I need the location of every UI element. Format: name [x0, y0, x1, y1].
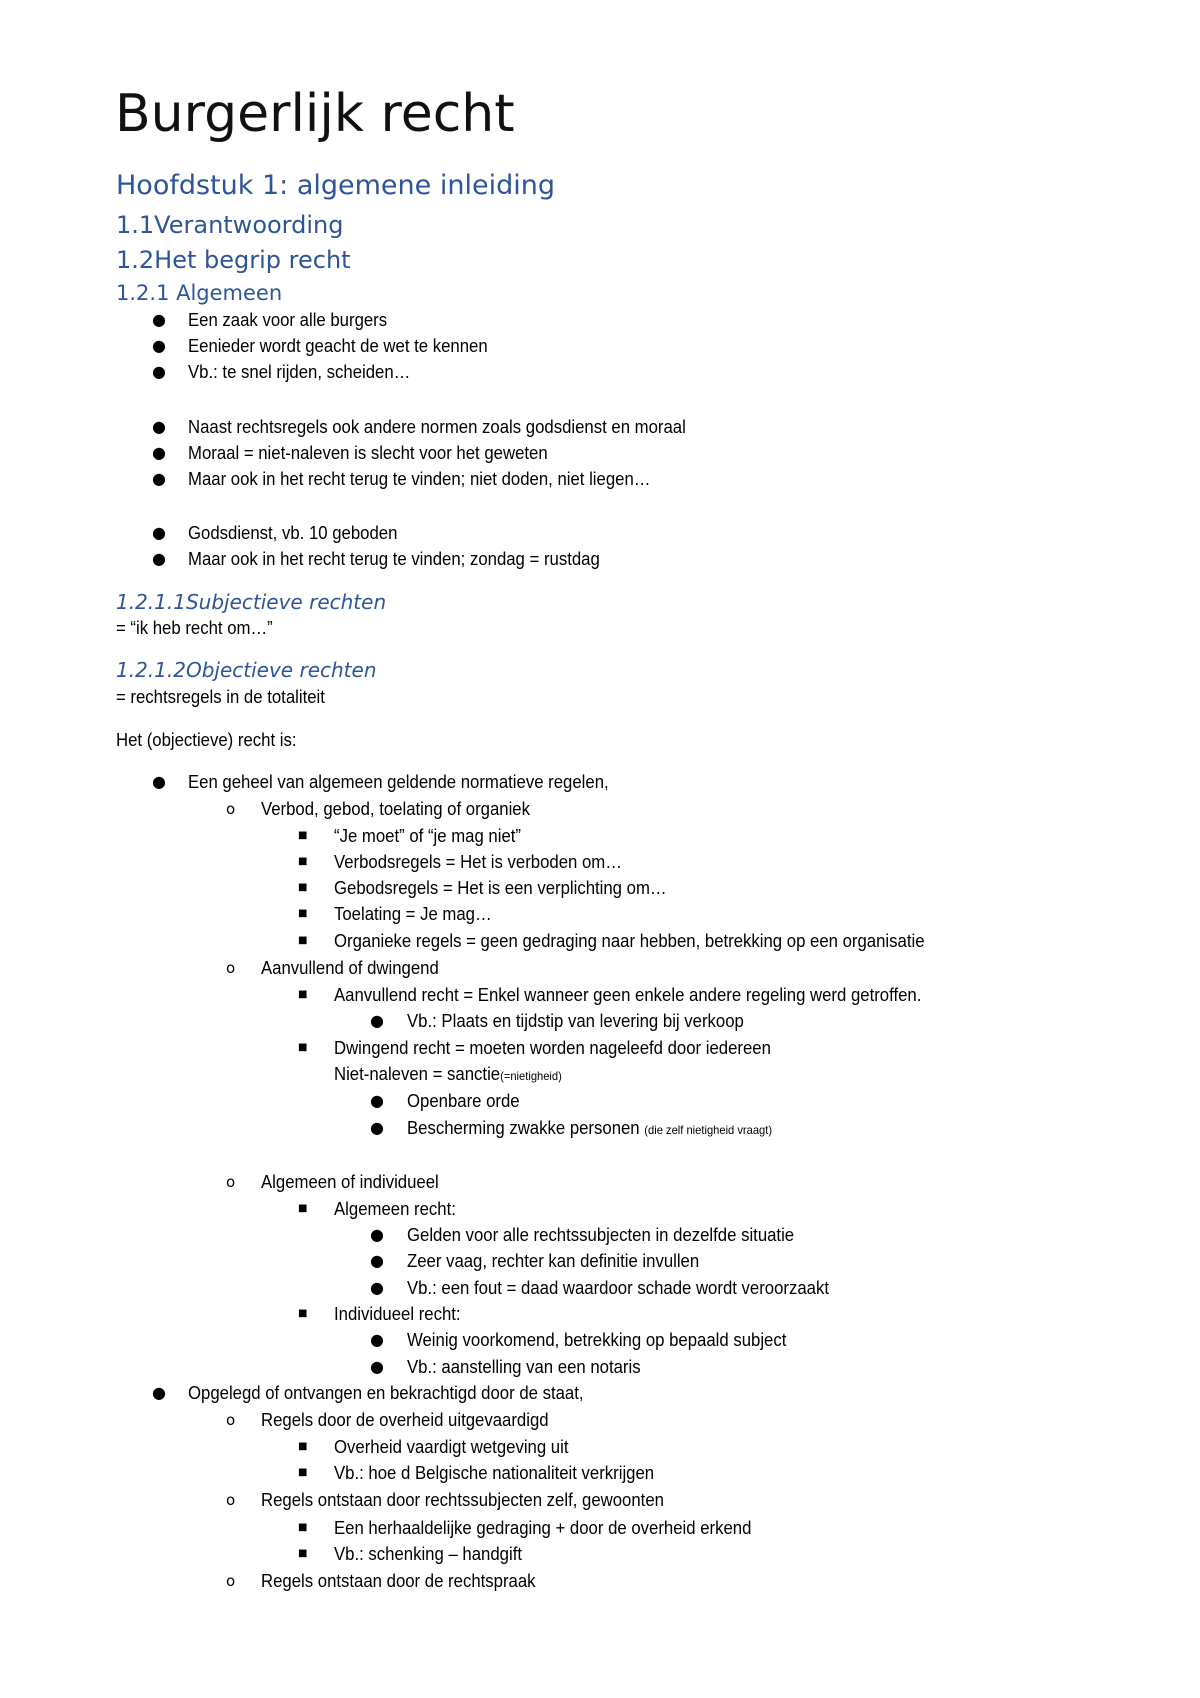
list-item: Gebodsregels = Het is een verplichting om…: [334, 878, 667, 898]
list-item: Een zaak voor alle burgers: [188, 310, 388, 330]
list-item: Verbodsregels = Het is verboden om…: [334, 852, 622, 872]
list-item: Opgelegd of ontvangen en bekrachtigd door de staat,: [188, 1383, 584, 1403]
list-item: Maar ook in het recht terug te vinden; zondag = rustdag: [188, 549, 600, 569]
bullet-icon: ●: [370, 1278, 384, 1297]
definition-text: = rechtsregels in de totaliteit: [116, 687, 325, 707]
list-item: Openbare orde: [407, 1091, 520, 1111]
list-item: Overheid vaardigt wetgeving uit: [334, 1437, 569, 1457]
square-bullet-icon: ■: [298, 1441, 308, 1452]
bullet-icon: ●: [152, 1383, 166, 1402]
circle-bullet-icon: o: [226, 1491, 236, 1509]
list-item: “Je moet” of “je mag niet”: [334, 826, 522, 846]
list-item: Vb.: aanstelling van een notaris: [407, 1357, 641, 1377]
bullet-icon: ●: [152, 310, 166, 329]
list-item: Regels ontstaan door de rechtspraak: [261, 1571, 536, 1591]
list-item: Dwingend recht = moeten worden nageleefd door iedereen: [334, 1038, 771, 1058]
bullet-icon: ●: [370, 1091, 384, 1110]
square-bullet-icon: ■: [298, 1548, 308, 1559]
definition-text: = “ik heb recht om…”: [116, 618, 273, 638]
circle-bullet-icon: o: [226, 1173, 236, 1191]
list-item: Godsdienst, vb. 10 geboden: [188, 523, 398, 543]
list-item: Een herhaaldelijke gedraging + door de overheid erkend: [334, 1518, 752, 1538]
circle-bullet-icon: o: [226, 800, 236, 818]
square-bullet-icon: ■: [298, 935, 308, 946]
square-bullet-icon: ■: [298, 1467, 308, 1478]
bullet-icon: ●: [152, 469, 166, 488]
square-bullet-icon: ■: [298, 856, 308, 867]
square-bullet-icon: ■: [298, 1308, 308, 1319]
document-title: Burgerlijk recht: [115, 84, 515, 144]
bullet-icon: ●: [152, 417, 166, 436]
circle-bullet-icon: o: [226, 1572, 236, 1590]
square-bullet-icon: ■: [298, 882, 308, 893]
list-item: Aanvullend of dwingend: [261, 958, 439, 978]
sanction-text: Niet-naleven = sanctie: [334, 1064, 501, 1084]
bullet-icon: ●: [152, 549, 166, 568]
list-item: Vb.: een fout = daad waardoor schade wordt veroorzaakt: [407, 1278, 830, 1298]
circle-bullet-icon: o: [226, 1411, 236, 1429]
bullet-icon: ●: [370, 1330, 384, 1349]
chapter-heading: Hoofdstuk 1: algemene inleiding: [116, 170, 555, 201]
square-bullet-icon: ■: [298, 1203, 308, 1214]
intro-text: Het (objectieve) recht is:: [116, 730, 297, 750]
list-item: Individueel recht:: [334, 1304, 461, 1324]
square-bullet-icon: ■: [298, 1522, 308, 1533]
list-item: Gelden voor alle rechtssubjecten in dezelfde situatie: [407, 1225, 795, 1245]
list-item: Weinig voorkomend, betrekking op bepaald subject: [407, 1330, 787, 1350]
bullet-icon: ●: [370, 1118, 384, 1137]
bullet-icon: ●: [370, 1357, 384, 1376]
bullet-icon: ●: [152, 443, 166, 462]
list-item: Zeer vaag, rechter kan definitie invullen: [407, 1251, 700, 1271]
list-item: Verbod, gebod, toelating of organiek: [261, 799, 530, 819]
list-item: Algemeen of individueel: [261, 1172, 439, 1192]
list-item: [407, 1117, 772, 1141]
section-heading-1-2-1-1: 1.2.1.1Subjectieve rechten: [116, 590, 387, 614]
bullet-icon: ●: [152, 772, 166, 791]
list-item: Regels door de overheid uitgevaardigd: [261, 1410, 549, 1430]
protection-note: (die zelf nietigheid vraagt): [644, 1123, 773, 1137]
bullet-icon: ●: [370, 1251, 384, 1270]
section-heading-1-2: 1.2Het begrip recht: [116, 246, 351, 274]
list-item: Aanvullend recht = Enkel wanneer geen enkele andere regeling werd getroffen.: [334, 985, 922, 1005]
section-heading-1-2-1-2: 1.2.1.2Objectieve rechten: [116, 658, 377, 682]
bullet-icon: ●: [152, 362, 166, 381]
section-heading-1-1: 1.1Verantwoording: [116, 211, 344, 239]
bullet-icon: ●: [370, 1225, 384, 1244]
protection-text: Bescherming zwakke personen: [407, 1118, 640, 1138]
square-bullet-icon: ■: [298, 989, 308, 1000]
list-item: Algemeen recht:: [334, 1199, 456, 1219]
bullet-icon: ●: [152, 336, 166, 355]
list-item: Eenieder wordt geacht de wet te kennen: [188, 336, 488, 356]
list-item: Maar ook in het recht terug te vinden; niet doden, niet liegen…: [188, 469, 651, 489]
circle-bullet-icon: o: [226, 959, 236, 977]
list-item-continuation: [334, 1063, 562, 1087]
square-bullet-icon: ■: [298, 830, 308, 841]
list-item: Moraal = niet-naleven is slecht voor het geweten: [188, 443, 548, 463]
list-item: Vb.: Plaats en tijdstip van levering bij verkoop: [407, 1011, 744, 1031]
list-item: Regels ontstaan door rechtssubjecten zelf, gewoonten: [261, 1490, 664, 1510]
section-heading-1-2-1: 1.2.1 Algemeen: [116, 281, 283, 305]
list-item: Een geheel van algemeen geldende normatieve regelen,: [188, 772, 609, 792]
bullet-icon: ●: [152, 523, 166, 542]
list-item: Toelating = Je mag…: [334, 904, 492, 924]
list-item: Naast rechtsregels ook andere normen zoals godsdienst en moraal: [188, 417, 686, 437]
list-item: Organieke regels = geen gedraging naar hebben, betrekking op een organisatie: [334, 931, 925, 951]
sanction-note: (=nietigheid): [500, 1069, 562, 1083]
list-item: Vb.: hoe d Belgische nationaliteit verkrijgen: [334, 1463, 655, 1483]
list-item: Vb.: schenking – handgift: [334, 1544, 522, 1564]
square-bullet-icon: ■: [298, 1042, 308, 1053]
square-bullet-icon: ■: [298, 908, 308, 919]
list-item: Vb.: te snel rijden, scheiden…: [188, 362, 411, 382]
bullet-icon: ●: [370, 1011, 384, 1030]
